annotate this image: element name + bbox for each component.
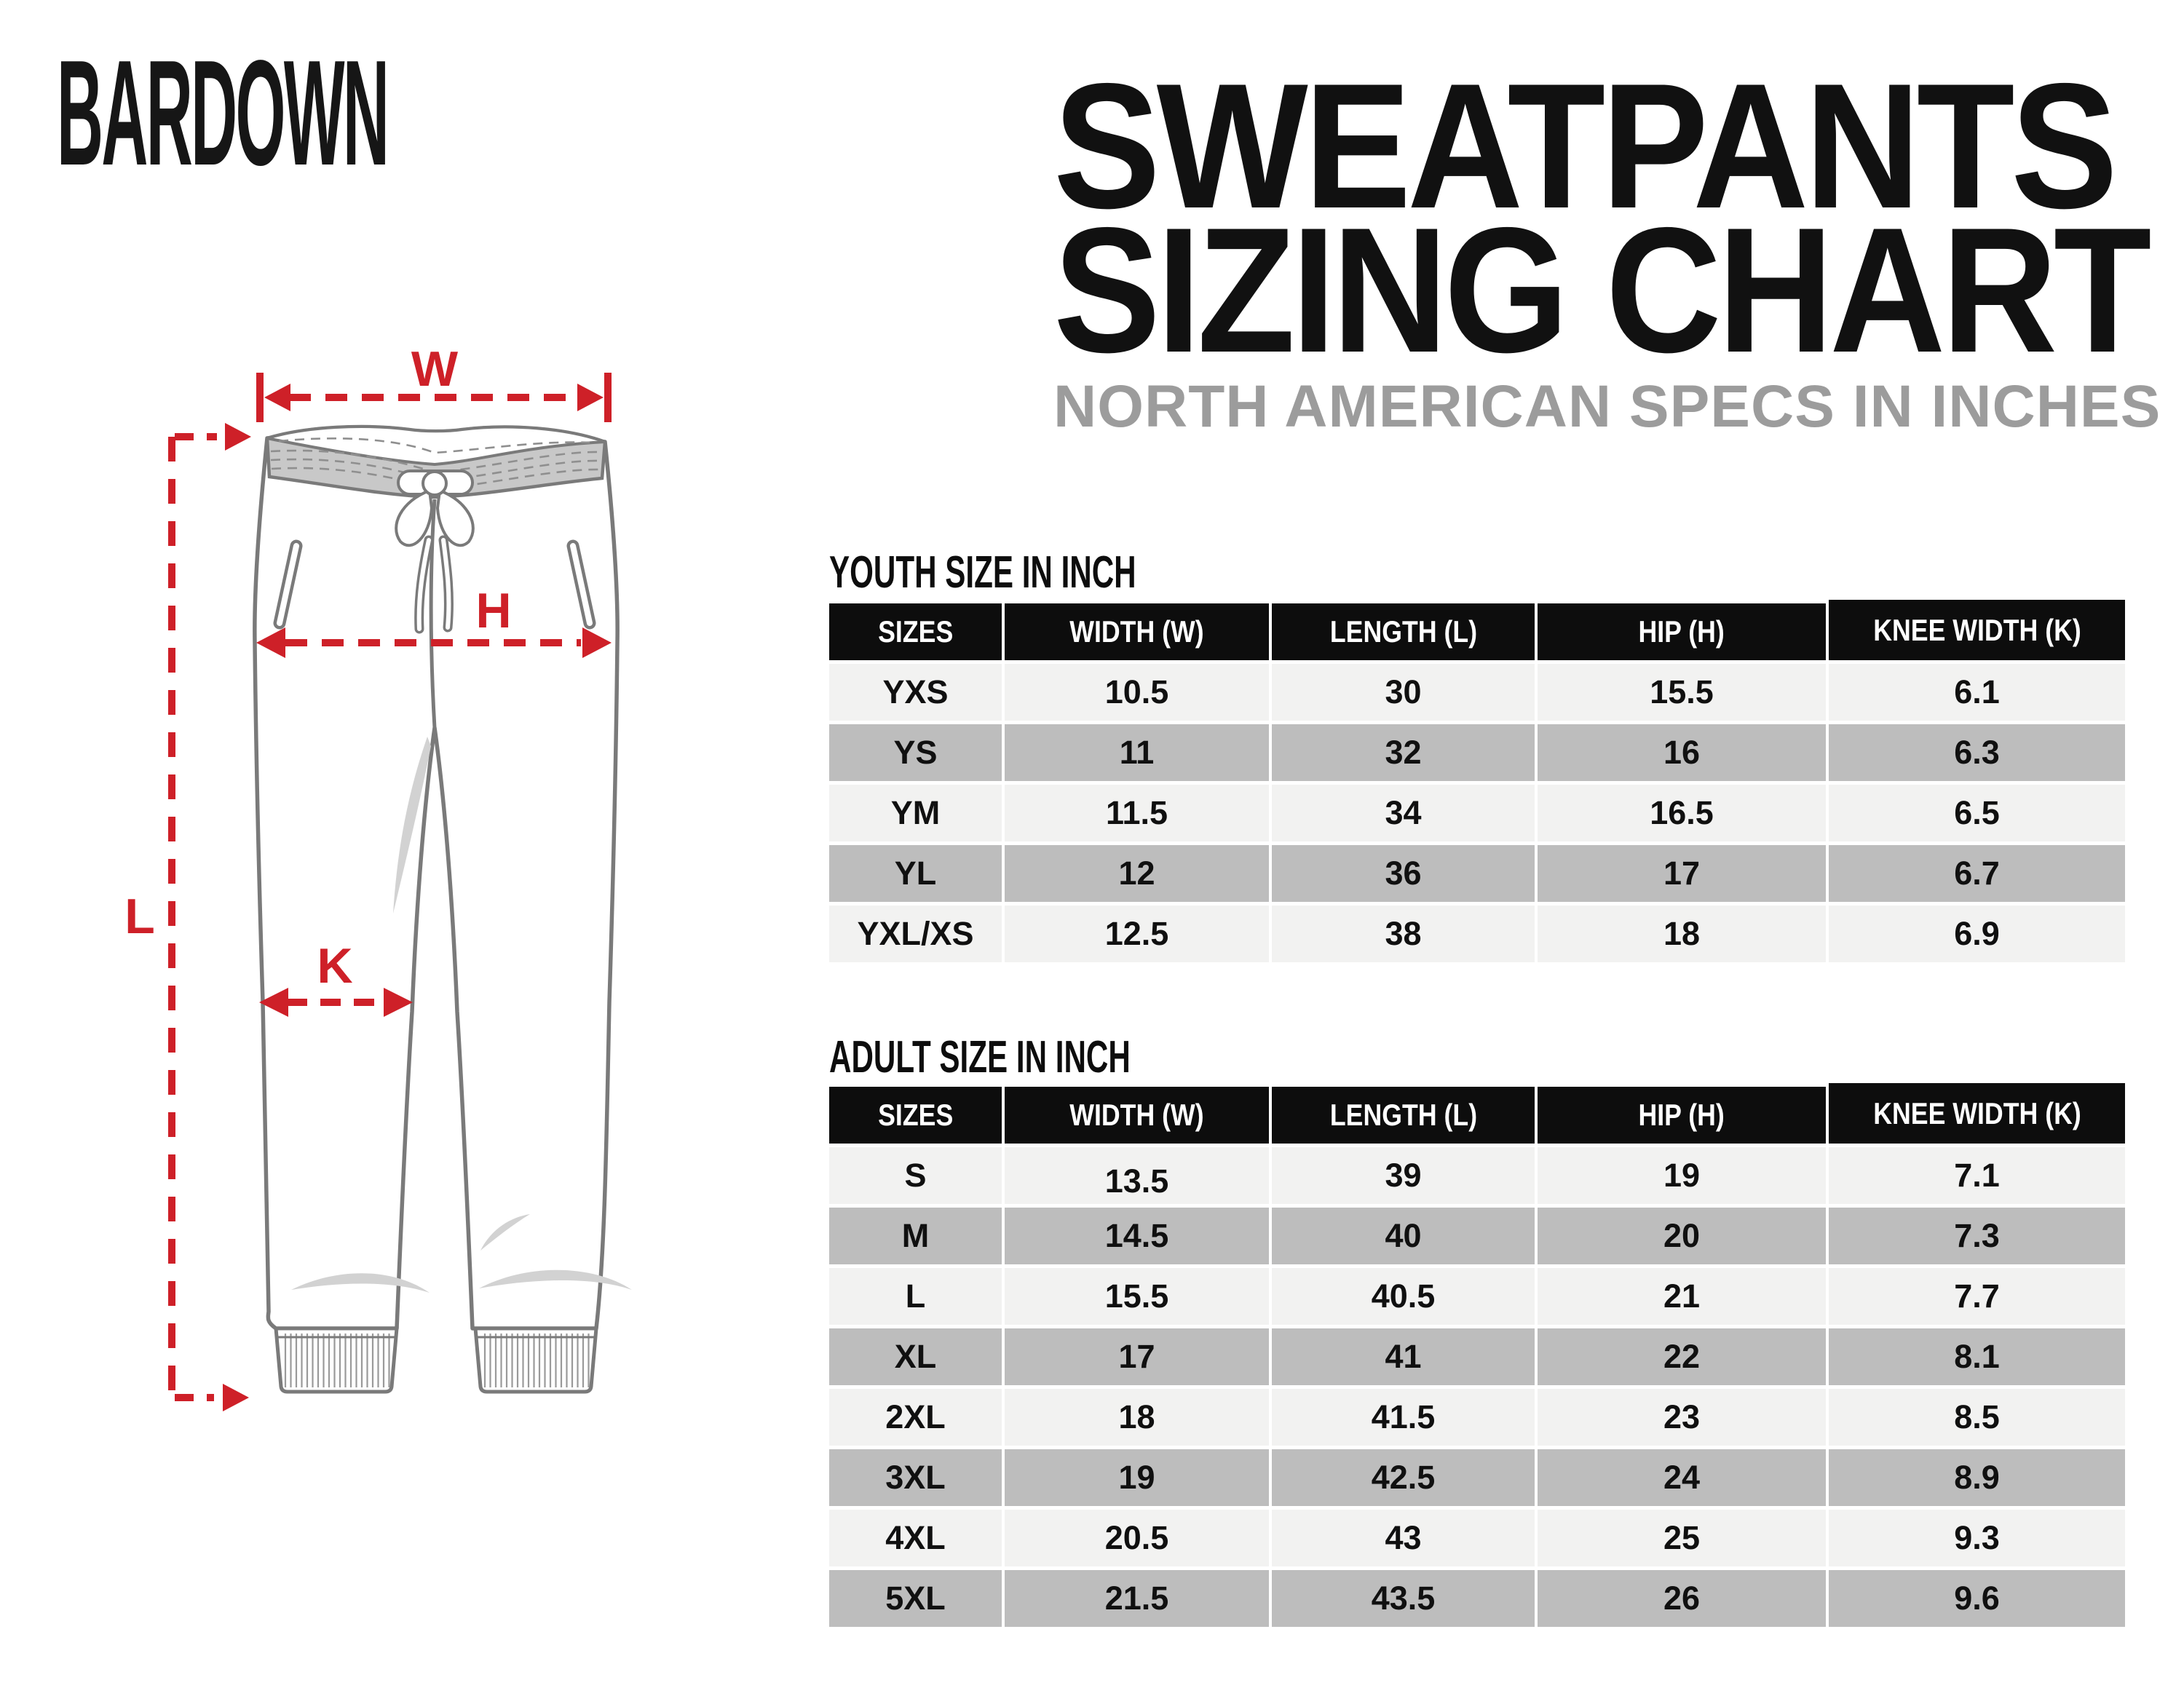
header-cell: LENGTH (L) <box>1272 603 1535 660</box>
bow-knot <box>423 472 446 495</box>
header-cell: HIP (H) <box>1538 603 1826 660</box>
header-cell: HIP (H) <box>1538 1087 1826 1144</box>
value-cell: 18 <box>1538 906 1826 962</box>
value-cell: 42.5 <box>1272 1449 1535 1506</box>
value-cell: 9.6 <box>1829 1570 2125 1627</box>
value-cell: 8.5 <box>1829 1389 2125 1446</box>
value-cell: 13.5 <box>1005 1147 1269 1204</box>
value-cell: 20 <box>1538 1208 1826 1264</box>
value-cell: 7.3 <box>1829 1208 2125 1264</box>
header-cell: SIZES <box>829 603 1002 660</box>
value-cell: 22 <box>1538 1328 1826 1385</box>
size-cell: YXS <box>829 664 1002 721</box>
value-cell: 21 <box>1538 1268 1826 1325</box>
value-cell: 10.5 <box>1005 664 1269 721</box>
value-cell: 12.5 <box>1005 906 1269 962</box>
value-cell: 21.5 <box>1005 1570 1269 1627</box>
value-cell: 38 <box>1272 906 1535 962</box>
value-cell: 9.3 <box>1829 1510 2125 1566</box>
youth-section-title: YOUTH SIZE IN INCH <box>829 547 1136 598</box>
value-cell: 8.9 <box>1829 1449 2125 1506</box>
value-cell: 6.9 <box>1829 906 2125 962</box>
value-cell: 39 <box>1272 1147 1535 1204</box>
size-cell: YS <box>829 724 1002 781</box>
value-cell: 43 <box>1272 1510 1535 1566</box>
value-cell: 17 <box>1005 1328 1269 1385</box>
value-cell: 15.5 <box>1005 1268 1269 1325</box>
width-label: W <box>411 341 459 397</box>
pants-outline <box>255 433 617 1328</box>
sweatpants-diagram <box>73 328 801 1529</box>
size-cell: 4XL <box>829 1510 1002 1566</box>
value-cell: 8.1 <box>1829 1328 2125 1385</box>
size-cell: YL <box>829 845 1002 902</box>
value-cell: 24 <box>1538 1449 1826 1506</box>
size-cell: 5XL <box>829 1570 1002 1627</box>
value-cell: 40.5 <box>1272 1268 1535 1325</box>
header-cell: KNEE WIDTH (K) <box>1829 1083 2125 1144</box>
length-dimension <box>124 423 251 1411</box>
page-title-line1: SWEATPANTS <box>1053 46 2114 245</box>
youth-size-table <box>829 603 2125 962</box>
value-cell: 6.3 <box>1829 724 2125 781</box>
value-cell: 40 <box>1272 1208 1535 1264</box>
size-cell: M <box>829 1208 1002 1264</box>
value-cell: 11 <box>1005 724 1269 781</box>
value-cell: 14.5 <box>1005 1208 1269 1264</box>
value-cell: 30 <box>1272 664 1535 721</box>
size-cell: 2XL <box>829 1389 1002 1446</box>
value-cell: 32 <box>1272 724 1535 781</box>
value-cell: 17 <box>1538 845 1826 902</box>
header-cell: LENGTH (L) <box>1272 1087 1535 1144</box>
size-cell: L <box>829 1268 1002 1325</box>
value-cell: 23 <box>1538 1389 1826 1446</box>
brand-logo: BARDOWN <box>57 29 388 197</box>
page-title-line2: SIZING CHART <box>1053 190 2148 389</box>
value-cell: 16 <box>1538 724 1826 781</box>
value-cell: 34 <box>1272 785 1535 841</box>
value-cell: 6.5 <box>1829 785 2125 841</box>
size-cell: 3XL <box>829 1449 1002 1506</box>
value-cell: 20.5 <box>1005 1510 1269 1566</box>
size-cell: YM <box>829 785 1002 841</box>
length-label: L <box>124 889 155 944</box>
value-cell: 6.7 <box>1829 845 2125 902</box>
value-cell: 19 <box>1538 1147 1826 1204</box>
value-cell: 7.7 <box>1829 1268 2125 1325</box>
value-cell: 15.5 <box>1538 664 1826 721</box>
size-cell: S <box>829 1147 1002 1204</box>
value-cell: 12 <box>1005 845 1269 902</box>
value-cell: 16.5 <box>1538 785 1826 841</box>
size-cell: XL <box>829 1328 1002 1385</box>
knee-label: K <box>317 938 353 994</box>
value-cell: 25 <box>1538 1510 1826 1566</box>
value-cell: 6.1 <box>1829 664 2125 721</box>
value-cell: 41 <box>1272 1328 1535 1385</box>
adult-section-title: ADULT SIZE IN INCH <box>829 1032 1131 1082</box>
header-cell: KNEE WIDTH (K) <box>1829 600 2125 660</box>
value-cell: 36 <box>1272 845 1535 902</box>
hip-label: H <box>475 583 512 638</box>
value-cell: 7.1 <box>1829 1147 2125 1204</box>
width-dimension <box>260 341 608 422</box>
size-cell: YXL/XS <box>829 906 1002 962</box>
page-subtitle: NORTH AMERICAN SPECS IN INCHES <box>1053 373 2161 440</box>
adult-size-table <box>829 1087 2125 1627</box>
value-cell: 19 <box>1005 1449 1269 1506</box>
value-cell: 26 <box>1538 1570 1826 1627</box>
value-cell: 41.5 <box>1272 1389 1535 1446</box>
header-cell: WIDTH (W) <box>1005 603 1269 660</box>
value-cell: 18 <box>1005 1389 1269 1446</box>
value-cell: 11.5 <box>1005 785 1269 841</box>
cuffs <box>276 1328 596 1392</box>
value-cell: 43.5 <box>1272 1570 1535 1627</box>
header-cell: SIZES <box>829 1087 1002 1144</box>
header-cell: WIDTH (W) <box>1005 1087 1269 1144</box>
